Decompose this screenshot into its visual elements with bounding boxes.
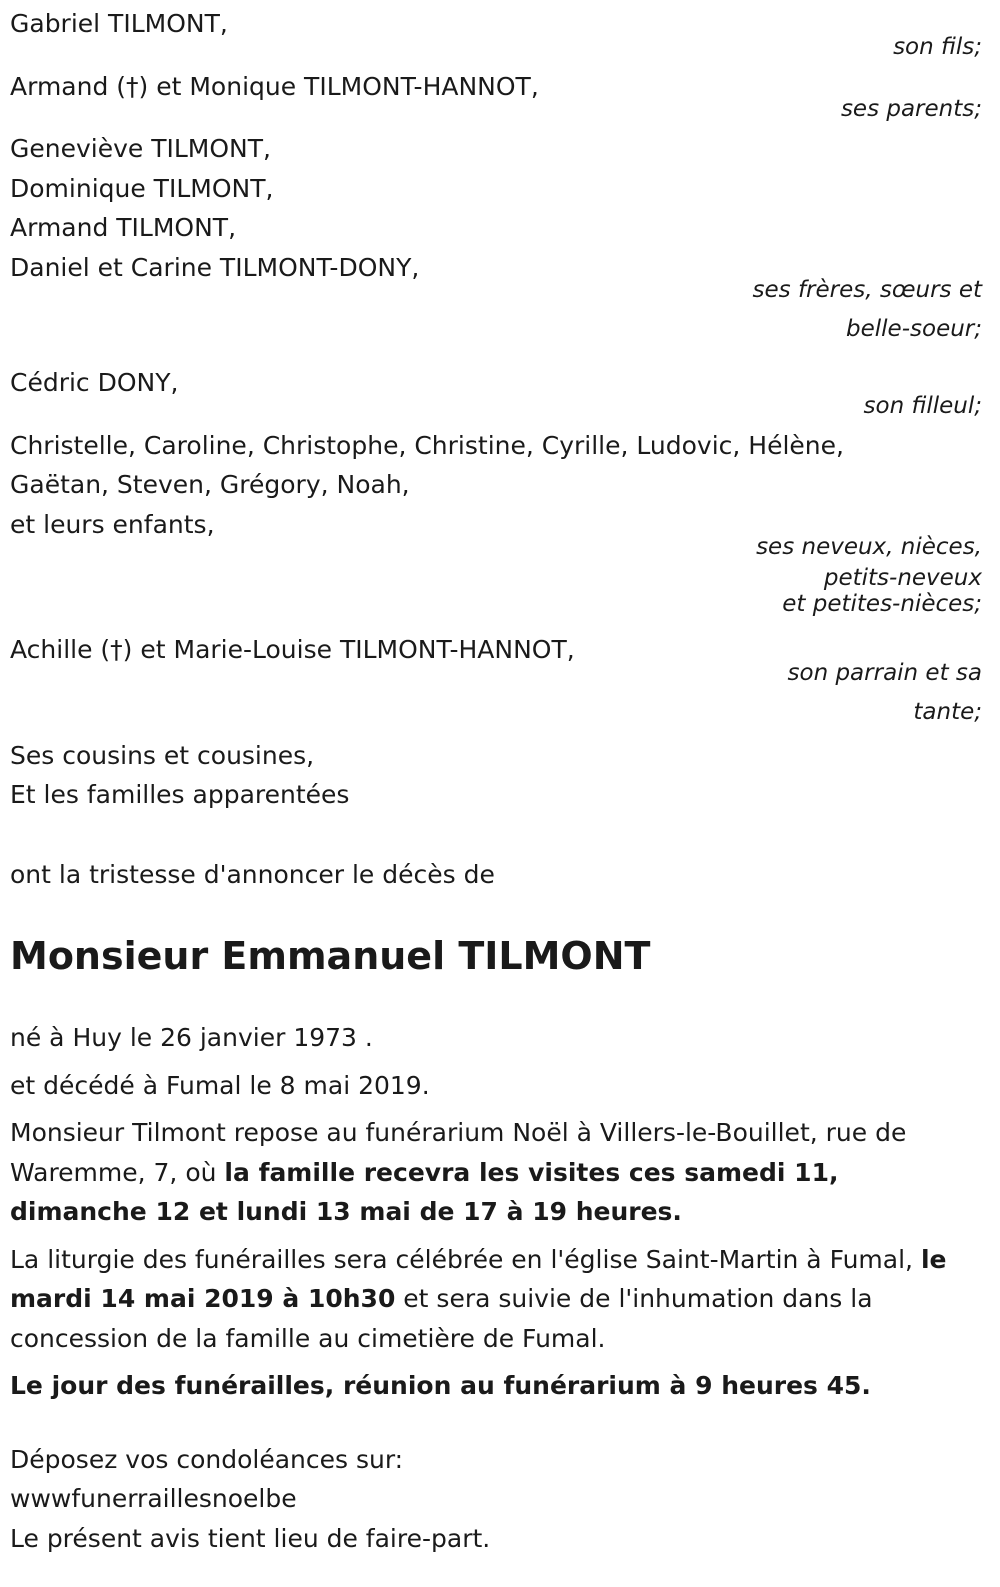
family-names-line: Gaëtan, Steven, Grégory, Noah, (10, 470, 410, 499)
family-group-godfather (10, 630, 980, 732)
liturgy-paragraph (10, 1240, 980, 1359)
family-names-line: Armand TILMONT, (10, 213, 237, 242)
liturgy-text: La liturgie des funérailles sera célébrée en l'église Saint-Martin à Fumal, (10, 1244, 921, 1274)
condolences-label: Déposez vos condoléances sur: (10, 1444, 404, 1474)
relation-label: et petites-nièces; (782, 591, 982, 617)
birth-line: né à Huy le 26 janvier 1973 . (10, 1023, 373, 1052)
notice-disclaimer: Le présent avis tient lieu de faire-part. (10, 1523, 491, 1553)
relation-label: ses parents; (840, 96, 982, 122)
relation-label: son fils; (893, 33, 982, 60)
family-group-godson (10, 363, 980, 426)
relation-label: tante; (913, 698, 982, 725)
family-group-extended (10, 736, 980, 815)
deceased-name: Monsieur Emmanuel TILMONT (10, 934, 651, 978)
relation-label: son parrain et sa (787, 659, 982, 686)
relation-label: ses neveux, nièces, (756, 534, 982, 560)
death-line: et décédé à Fumal le 8 mai 2019. (10, 1070, 430, 1100)
family-names-line: Gabriel TILMONT, (10, 9, 228, 38)
relation-label: petits-neveux (823, 565, 982, 591)
family-group-nephews (10, 426, 980, 625)
announcement-intro: ont la tristesse d'annoncer le décès de (10, 859, 495, 889)
condolences-website: wwwfunerraillesnoelbe (10, 1484, 297, 1513)
family-names-line: Christelle, Caroline, Christophe, Christine, Cyrille, Ludovic, Hélène, (10, 430, 844, 460)
liturgy-date: le mardi 14 mai 2019 à 10h30 (10, 1244, 947, 1313)
family-group-son (10, 4, 980, 67)
family-names-line: Geneviève TILMONT, (10, 134, 271, 163)
family-names-line: Cédric DONY, (10, 368, 179, 397)
extended-family-line: Et les familles apparentées (10, 780, 350, 809)
visitation-text: Monsieur Tilmont repose au funérarium Noël à Villers-le-Bouillet, rue de Waremme, 7, où (10, 1118, 907, 1187)
relation-label: son filleul; (863, 392, 982, 419)
visitation-hours: la famille recevra les visites ces samedi 11, dimanche 12 et lundi 13 mai de 17 à 19 heures. (10, 1157, 839, 1226)
visitation-paragraph (10, 1113, 980, 1232)
family-names-line: Armand (†) et Monique TILMONT-HANNOT, (10, 71, 539, 101)
notice-footer (10, 1440, 980, 1559)
relation-label: ses frères, sœurs et (752, 277, 982, 303)
relation-label: belle-soeur; (846, 316, 982, 342)
family-group-siblings (10, 129, 980, 349)
liturgy-burial-text: et sera suivie de l'inhumation dans la concession de la famille au cimetière de Fumal. (10, 1284, 873, 1353)
family-names-line: Achille (†) et Marie-Louise TILMONT-HANNOT, (10, 635, 575, 664)
meeting-text: Le jour des funérailles, réunion au funérarium à 9 heures 45. (10, 1371, 871, 1400)
death-notice (10, 0, 980, 1558)
family-names-line: Dominique TILMONT, (10, 173, 274, 203)
family-group-parents (10, 67, 980, 130)
family-names-line: et leurs enfants, (10, 509, 215, 539)
family-names-line: Daniel et Carine TILMONT-DONY, (10, 252, 420, 282)
extended-family-line: Ses cousins et cousines, (10, 740, 315, 770)
meeting-paragraph (10, 1366, 980, 1406)
